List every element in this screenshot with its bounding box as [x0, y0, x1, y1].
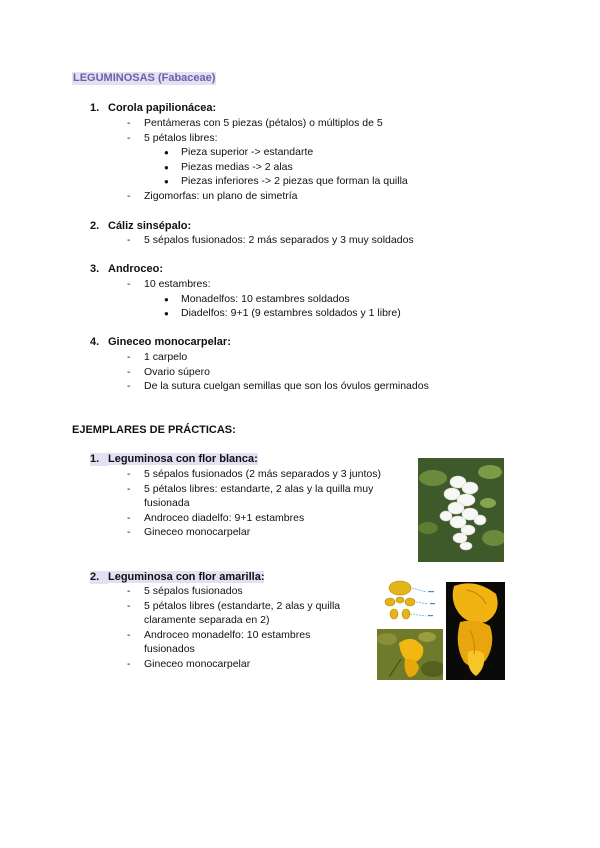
bullet-marker: ●: [164, 177, 169, 186]
ejemplar-2-item-2-cont: claramente separada en 2): [144, 614, 270, 626]
bullet-marker: ●: [164, 163, 169, 172]
dash-marker: -: [127, 117, 131, 129]
ejemplar-1-item-2-cont: fusionada: [144, 497, 190, 509]
section-4-heading: 4. Gineceo monocarpelar:: [90, 336, 231, 348]
section-3-subitem-2: Diadelfos: 9+1 (9 estambres soldados y 1 libre): [181, 307, 401, 319]
section-4-item-3: De la sutura cuelgan semillas que son los óvulos germinados: [144, 380, 429, 392]
white-flower-photo: [418, 458, 504, 562]
ejemplar-1-heading: 1. Leguminosa con flor blanca:: [90, 453, 258, 465]
bullet-marker: ●: [164, 295, 169, 304]
section-1-item-3: Zigomorfas: un plano de simetría: [144, 190, 298, 202]
section-2-item-1: 5 sépalos fusionados: 2 más separados y 3 muy soldados: [144, 234, 414, 246]
dash-marker: -: [127, 380, 131, 392]
dash-marker: -: [127, 132, 131, 144]
dash-marker: -: [127, 483, 131, 495]
document-title: LEGUMINOSAS (Fabaceae): [73, 72, 216, 84]
dash-marker: -: [127, 190, 131, 202]
dash-marker: -: [127, 278, 131, 290]
dash-marker: -: [127, 585, 131, 597]
dash-marker: -: [127, 629, 131, 641]
dash-marker: -: [127, 512, 131, 524]
ejemplar-1-item-1: 5 sépalos fusionados (2 más separados y 3 juntos): [144, 468, 381, 480]
dash-marker: -: [127, 468, 131, 480]
yellow-petals-diagram: [380, 578, 444, 626]
section-4-item-1: 1 carpelo: [144, 351, 188, 363]
ejemplar-1-item-2: 5 pétalos libres: estandarte, 2 alas y la quilla muy: [144, 483, 374, 495]
section-1-heading: 1. Corola papilionácea:: [90, 102, 217, 114]
ejemplar-2-item-2: 5 pétalos libres (estandarte, 2 alas y quilla: [144, 600, 341, 612]
petals-diagram-illustration: [380, 578, 444, 626]
section-3-item-1: 10 estambres:: [144, 278, 211, 290]
dash-marker: -: [127, 234, 131, 246]
section-4-item-2: Ovario súpero: [144, 366, 210, 378]
ejemplar-2-item-1: 5 sépalos fusionados: [144, 585, 243, 597]
dash-marker: -: [127, 526, 131, 538]
practicas-title: EJEMPLARES DE PRÁCTICAS:: [72, 424, 236, 436]
section-1-subitem-2: Piezas medias -> 2 alas: [181, 161, 293, 173]
ejemplar-2-item-3: Androceo monadelfo: 10 estambres: [144, 629, 311, 641]
section-1-item-1: Pentámeras con 5 piezas (pétalos) o múltiplos de 5: [144, 117, 383, 129]
yellow-flower-closeup-photo: [446, 582, 505, 680]
section-1-subitem-3: Piezas inferiores -> 2 piezas que forman la quilla: [181, 175, 408, 187]
yellow-flower-illustration: [377, 629, 443, 680]
ejemplar-2-heading: 2. Leguminosa con flor amarilla:: [90, 571, 265, 583]
section-3-subitem-1: Monadelfos: 10 estambres soldados: [181, 293, 350, 305]
dash-marker: -: [127, 600, 131, 612]
section-2-heading: 2. Cáliz sinsépalo:: [90, 220, 192, 232]
ejemplar-1-item-3: Androceo diadelfo: 9+1 estambres: [144, 512, 305, 524]
ejemplar-2-item-4: Gineceo monocarpelar: [144, 658, 251, 670]
dash-marker: -: [127, 658, 131, 670]
ejemplar-2-item-3-cont: fusionados: [144, 643, 195, 655]
dash-marker: -: [127, 366, 131, 378]
section-1-item-2: 5 pétalos libres:: [144, 132, 218, 144]
bullet-marker: ●: [164, 148, 169, 157]
dash-marker: -: [127, 351, 131, 363]
white-flower-illustration: [418, 458, 504, 562]
yellow-flower-photo: [377, 629, 443, 680]
ejemplar-1-item-4: Gineceo monocarpelar: [144, 526, 251, 538]
bullet-marker: ●: [164, 309, 169, 318]
section-3-heading: 3. Androceo:: [90, 263, 163, 275]
section-1-subitem-1: Pieza superior -> estandarte: [181, 146, 314, 158]
yellow-closeup-illustration: [446, 582, 505, 680]
